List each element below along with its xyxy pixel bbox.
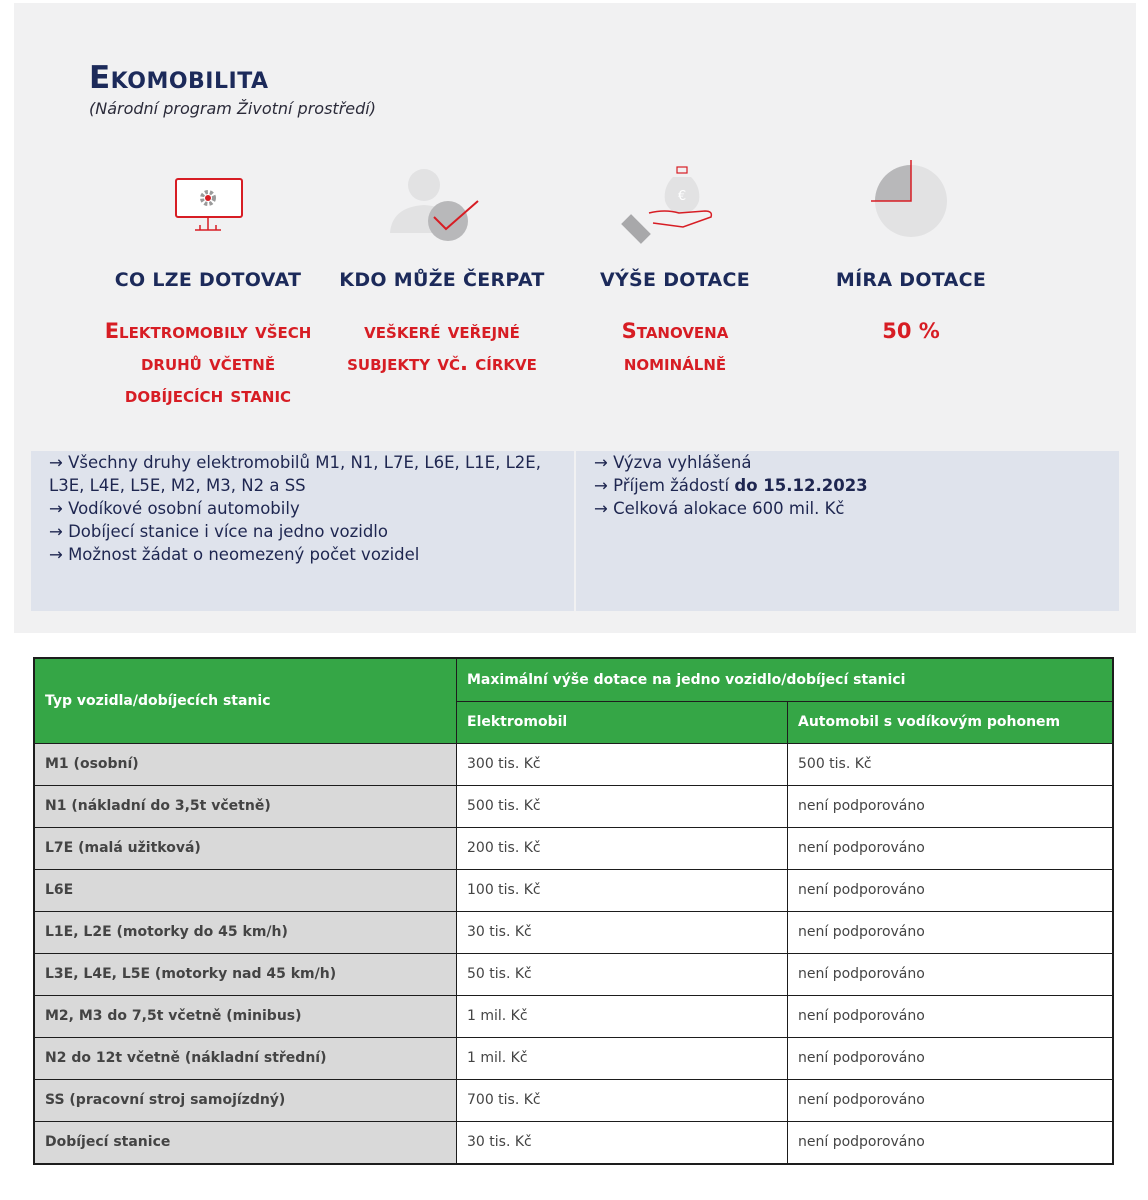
table-row: N1 (nákladní do 3,5t včetně) 500 tis. Kč není podporováno: [34, 785, 1113, 827]
table-row: SS (pracovní stroj samojízdný) 700 tis. Kč není podporováno: [34, 1079, 1113, 1121]
note-line: → Příjem žádostí do 15.12.2023: [594, 476, 868, 495]
person-check-icon: [322, 155, 562, 255]
feature-value: veškeré veřejné subjekty vč. církve: [347, 319, 537, 375]
subsidy-table: [33, 657, 1114, 1165]
table-row: L6E 100 tis. Kč není podporováno: [34, 869, 1113, 911]
col-group-header: Maximální výše dotace na jedno vozidlo/dobíjecí stanici: [457, 658, 1114, 701]
table-row: M2, M3 do 7,5t včetně (minibus) 1 mil. Kč není podporováno: [34, 995, 1113, 1037]
feature-value: Elektromobily všech druhů včetně dobíjecích stanic: [104, 319, 312, 407]
table-row: L3E, L4E, L5E (motorky nad 45 km/h) 50 tis. Kč není podporováno: [34, 953, 1113, 995]
table-row: M1 (osobní) 300 tis. Kč 500 tis. Kč: [34, 743, 1113, 785]
monitor-gear-icon: [88, 155, 328, 255]
note-line: L3E, L4E, L5E, M2, M3, N2 a SS: [49, 476, 306, 495]
table-row: L1E, L2E (motorky do 45 km/h) 30 tis. Kč není podporováno: [34, 911, 1113, 953]
hand-money-bag-icon: [555, 155, 795, 255]
svg-text:€: €: [677, 189, 687, 204]
col-type-header: Typ vozidla/dobíjecích stanic: [34, 658, 457, 743]
note-line: → Celková alokace 600 mil. Kč: [594, 499, 845, 518]
note-line: → Dobíjecí stanice i více na jedno vozidlo: [49, 522, 388, 541]
feature-value: 50 %: [882, 319, 940, 343]
table-row: L7E (malá užitková) 200 tis. Kč není podporováno: [34, 827, 1113, 869]
feature-heading: MÍRA DOTACE: [835, 269, 987, 291]
table-row: N2 do 12t včetně (nákladní střední) 1 mil. Kč není podporováno: [34, 1037, 1113, 1079]
table-row: Dobíjecí stanice 30 tis. Kč není podporováno: [34, 1121, 1113, 1164]
pie-quarter-icon: [791, 155, 1031, 255]
col-h2-header: Automobil s vodíkovým pohonem: [788, 701, 1114, 743]
page-subtitle: (Národní program Životní prostředí): [89, 99, 376, 118]
note-line: → Vodíkové osobní automobily: [49, 499, 300, 518]
feature-heading: VÝŠE DOTACE: [599, 269, 751, 291]
note-line: → Všechny druhy elektromobilů M1, N1, L7E, L6E, L1E, L2E,: [49, 453, 541, 472]
feature-heading: CO LZE DOTOVAT: [114, 269, 302, 291]
feature-heading: KDO MŮŽE ČERPAT: [339, 269, 545, 291]
note-line: → Možnost žádat o neomezený počet vozidel: [49, 545, 420, 564]
feature-value: Stanovena nominálně: [621, 319, 729, 375]
note-line: → Výzva vyhlášená: [594, 453, 752, 472]
col-ev-header: Elektromobil: [457, 701, 788, 743]
notes-right: [576, 451, 1119, 611]
notes-left: [31, 451, 574, 611]
page-title: Ekomobilita: [89, 60, 269, 96]
